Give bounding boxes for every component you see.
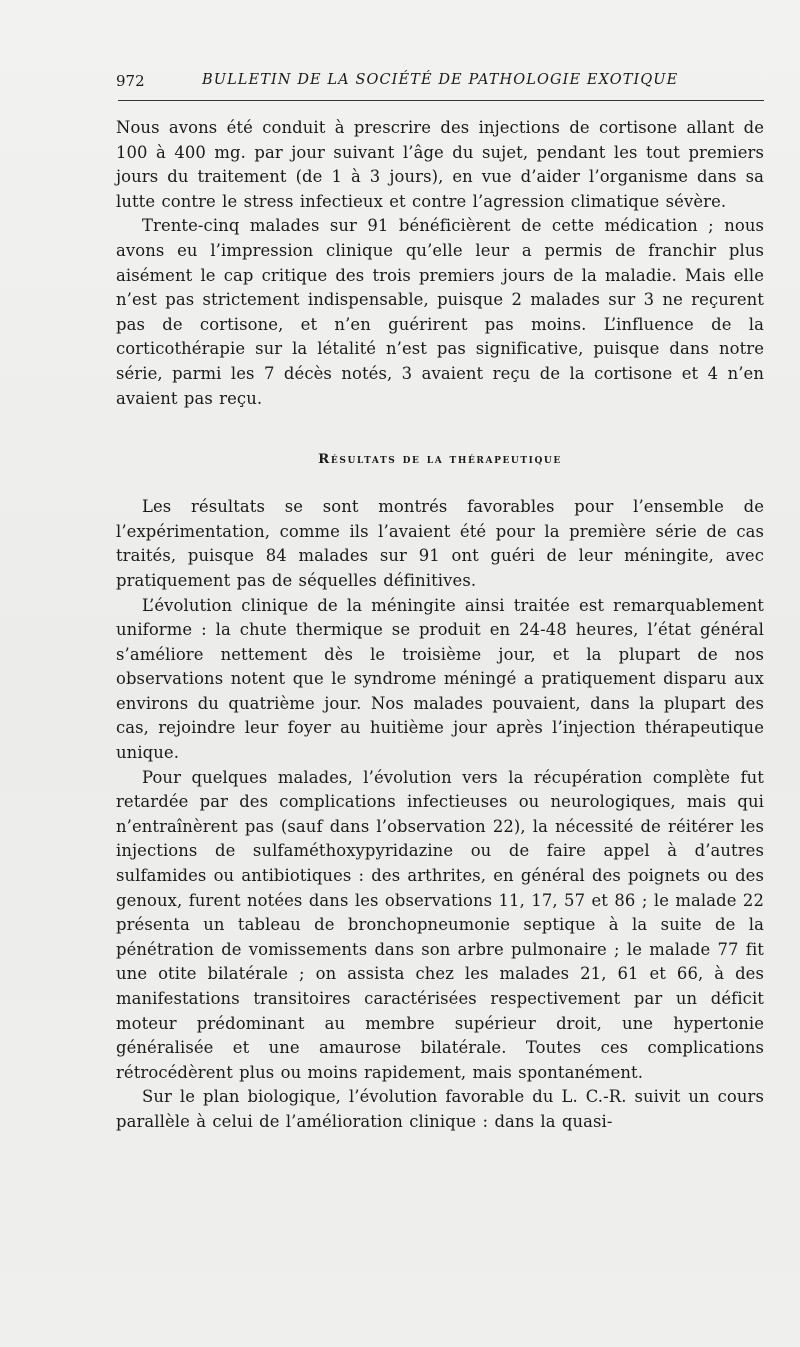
paragraph: Nous avons été conduit à prescrire des injections de cortisone allant de 100 à 400 mg. par jour suivant l’âge du sujet, pendant les tout premiers jours du traitement (de 1 à 3 jours), en vue d’aider l’organisme dans sa lutte contre le stress infectieux et contre l’agression climatique sévère. [116,118,764,211]
paragraph: L’évolution clinique de la méningite ainsi traitée est remarquablement uniforme : la chute thermique se produit en 24-48 heures, l’état général s’améliore nettement dès le troisième jour, et la plupart de nos observations notent que le syndrome méningé a pratiquement disparu aux environs du quatrième jour. Nos malades pouvaient, dans la plupart des cas, rejoindre leur foyer au huitième jour après l’injection thérapeutique unique. [116,595,764,763]
running-head: BULLETIN DE LA SOCIÉTÉ DE PATHOLOGIE EXOTIQUE [202,72,679,88]
body-text [116,116,764,1135]
page-header [116,72,766,98]
paragraph: Pour quelques malades, l’évolution vers la récupération complète fut retardée par des complications infectieuses ou neurologiques, mais qui n’entraînèrent pas (sauf dans l’observation 22), la nécessité de réitérer les injections de sulfaméthoxypyridazine ou de faire appel à d’autres sulfamides ou antibiotiques : des arthrites, en général des poignets ou des genoux, furent notées dans les observations 11, 17, 57 et 86 ; le malade 22 présenta un tableau de bronchopneumonie septique à la suite de la pénétration de vomissements dans son arbre pulmonaire ; le malade 77 fit une otite bilatérale ; on assista chez les malades 21, 61 et 66, à des manifestations transitoires caractérisées respectivement par un déficit moteur prédominant au membre supérieur droit, une hypertonie généralisée et une amaurose bilatérale. Toutes ces complications rétrocédèrent plus ou moins rapidement, mais spontanément. [116,767,764,1082]
section-title: Résultats de la thérapeutique [318,451,562,468]
paragraph: Trente-cinq malades sur 91 bénéficièrent de cette médication ; nous avons eu l’impression clinique qu’elle leur a permis de franchir plus aisément le cap critique des trois premiers jours de la maladie. Mais elle n’est pas strictement indispensable, puisque 2 malades sur 3 ne reçurent pas de cortisone, et n’en guérirent pas moins. L’influence de la corticothérapie sur la létalité n’est pas significative, puisque dans notre série, parmi les 7 décès notés, 3 avaient reçu de la cortisone et 4 n’en avaient pas reçu. [116,216,764,408]
page-number: 972 [116,72,145,90]
header-rule [118,100,764,101]
paragraph: Les résultats se sont montrés favorables pour l’ensemble de l’expérimentation, comme ils l’avaient été pour la première série de cas traités, puisque 84 malades sur 91 ont guéri de leur méningite, avec pratiquement pas de séquelles définitives. [116,497,764,590]
paragraph: Sur le plan biologique, l’évolution favorable du L. C.-R. suivit un cours parallèle à celui de l’amélioration clinique : dans la quasi- [116,1087,764,1131]
